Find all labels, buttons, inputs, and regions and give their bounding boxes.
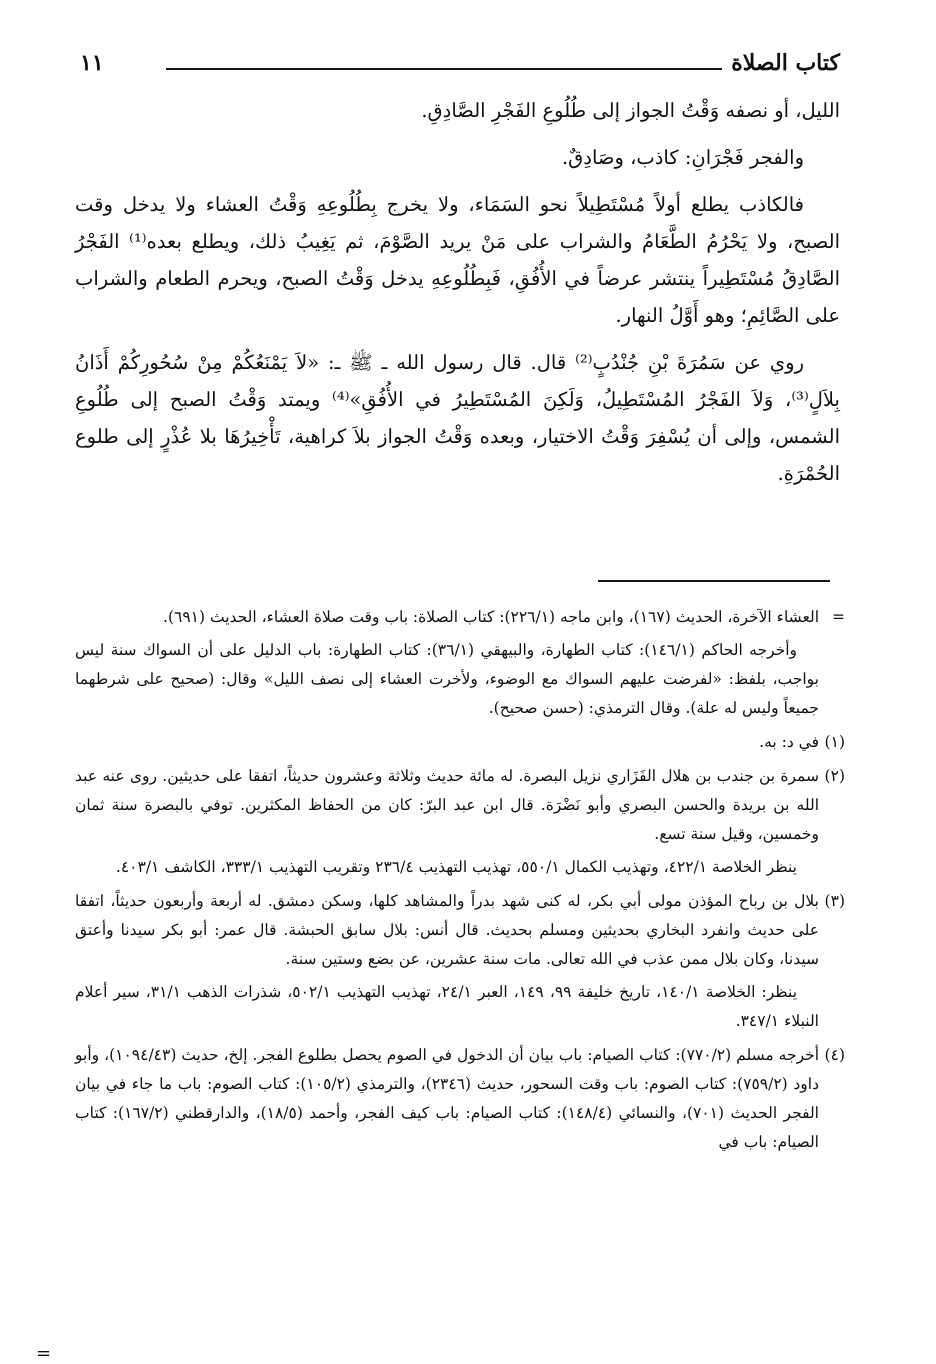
footnote-marker: =	[832, 608, 845, 626]
running-header	[80, 50, 840, 84]
body-paragraph: الليل، أو نصفه وَقْتُ الجواز إلى طُلُوعِ الفَجْرِ الصَّادِقِ.	[421, 99, 840, 122]
footnote-text: ينظر: الخلاصة ١٤٠/١، تاريخ خليفة ٩٩، ١٤٩، العبر ٢٤/١، تهذيب التهذيب ٥٠٢/١، شذرات الذهب ٣١/١، سير أعلام النبلاء ٣٤٧/١.	[75, 983, 819, 1030]
header-rule	[166, 68, 722, 70]
footnote-marker: (٤)	[824, 1046, 845, 1064]
footnote-2	[75, 762, 845, 882]
footnote-marker: (٣)	[824, 892, 845, 910]
footnote-marker: (١)	[824, 733, 845, 751]
footnote-text: سمرة بن جندب بن هلال الفَزَاري نزيل البصرة. له مائة حديث وثلاثة وعشرون حديثاً، اتفقا على حديثين. روى عنه عبد الله بن بريدة والحسن البصري وأبو نَضْرَة. قال ابن عبد البرّ: كان من الحفاظ المكثرين. توفي بالبصرة سنة ثمان وخمسين، وقيل سنة تسع.	[75, 767, 819, 843]
footnote-1	[75, 728, 845, 757]
footnotes	[75, 603, 845, 1162]
page-number: ١١	[80, 50, 104, 76]
body-paragraph: روي عن سَمُرَةَ بْنِ جُنْدُبٍ⁽²⁾ قال. قال رسول الله ـ ﷺ ـ: «لاَ يَمْنَعُكُمْ مِنْ سُحُورِكُمْ أَذَانُ بِلاَلٍ⁽³⁾، وَلاَ الفَجْرُ المُسْتَطِيلُ، وَلَكِنَ المُسْتَطِيرُ في الأُفُقِ»⁽⁴⁾ ويمتد وَقْتُ الصبح إلى طُلُوعِ الشمس، وإلى أن يُسْفِرَ وَقْتُ الاختيار، وبعده وَقْتُ الجواز بلاَ كراهية، تَأْخِيرُهَا بلا عُذْرٍ إلى طلوع الحُمْرَةِ.	[75, 351, 840, 485]
chapter-title: كتاب الصلاة	[731, 50, 840, 76]
continuation-marker: =	[36, 1343, 52, 1364]
footnote-separator	[598, 580, 830, 582]
body-paragraph: فالكاذب يطلع أولاً مُسْتَطِيلاً نحو السَمَاء، ولا يخرج بِطُلُوعِهِ وَقْتُ العشاء ولا يدخل وقت الصبح، ولا يَحْرُمُ الطَّعَامُ والشراب على مَنْ يريد الصَّوْمَ، ثم يَغِيبُ ذلك، ويطلع بعده⁽¹⁾ الفَجْرُ الصَّادِقُ مُسْتَطِيراً ينتشر عرضاً في الأُفُقِ، فَبِطُلُوعِهِ يدخل وَقْتُ الصبح، ويحرم الطعام والشراب على الصَّائِمِ؛ وهو أَوَّلُ النهار.	[75, 193, 840, 327]
footnote-text: في د: به.	[759, 733, 819, 751]
footnote-text: بلال بن رباح المؤذن مولى أبي بكر، له كنى شهد بدراً والمشاهد كلها، وسكن دمشق. له أربعة وأربعون حديثاً، اتفقا على حديث وانفرد البخاري بحديثين ومسلم بحديث. قال أنس: بلال سابق الحبشة. قال عمر: أبو بكر سيدنا وأعتق سيدنا، وكان بلال ممن عذب في الله تعالى. مات سنة عشرين، عن بضع وستين سنة.	[75, 892, 819, 968]
main-text	[75, 92, 840, 502]
footnote-3	[75, 887, 845, 1036]
footnote-4	[75, 1041, 845, 1157]
body-paragraph: والفجر فَجْرَانِ: كاذب، وصَادِقٌ.	[561, 146, 804, 169]
footnote-text: ينظر الخلاصة ٤٢٢/١، وتهذيب الكمال ٥٥٠/١، تهذيب التهذيب ٢٣٦/٤ وتقريب التهذيب ٣٣٣/١، الكاشف ٤٠٣/١.	[115, 858, 797, 876]
footnote-text: أخرجه مسلم (٧٧٠/٢): كتاب الصيام: باب بيان أن الدخول في الصوم يحصل بطلوع الفجر. إلخ، حديث (١٠٩٤/٤٣)، وأبو داود (٧٥٩/٢): كتاب الصوم: باب وقت السحور، حديث (٢٣٤٦)، والترمذي (١٠٥/٢): كتاب الصوم: باب ما جاء في بيان الفجر الحديث (٧٠١)، والنسائي (١٤٨/٤): كتاب الصيام: باب كيف الفجر، وأحمد (١٨/٥)، والدارقطني (١٦٧/٢): كتاب الصيام: باب في	[75, 1046, 820, 1151]
footnote-marker: (٢)	[824, 767, 845, 785]
footnote-text: وأخرجه الحاكم (١٤٦/١): كتاب الطهارة، والبيهقي (٣٦/١): كتاب الطهارة: باب الدليل على أن السواك سنة ليس بواجب، بلفظ: «لفرضت عليهم السواك مع الوضوء، ولأخرت العشاء إلى نصف الليل» وقال: (صحيح على شرطهما جميعاً وليس له علة). وقال الترمذي: (حسن صحيح).	[75, 641, 819, 717]
footnote-continued	[75, 603, 845, 723]
footnote-text: العشاء الآخرة، الحديث (١٦٧)، وابن ماجه (٢٢٦/١): كتاب الصلاة: باب وقت صلاة العشاء، الحديث (٦٩١).	[163, 608, 819, 626]
